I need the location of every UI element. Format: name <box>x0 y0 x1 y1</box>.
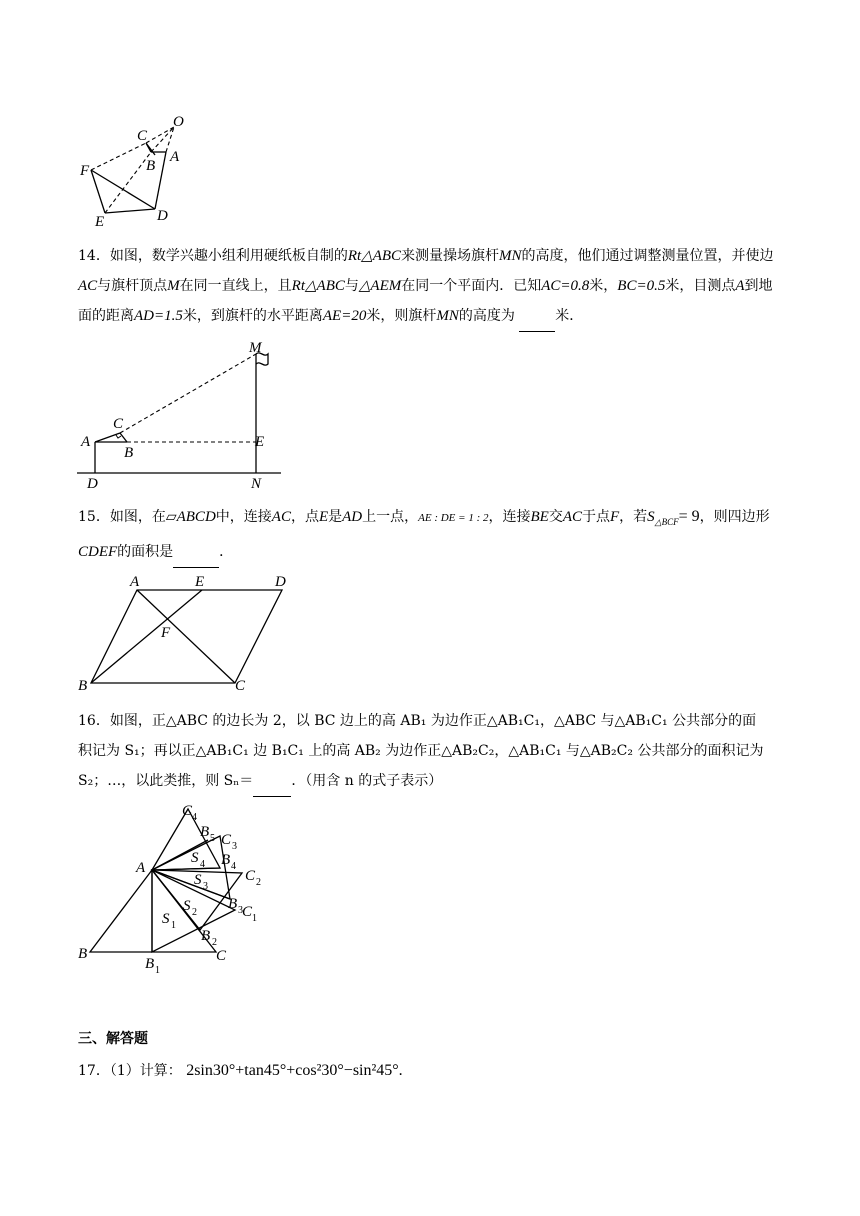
segment-cb <box>120 433 127 442</box>
svg-text:1: 1 <box>155 965 160 976</box>
svg-text:4: 4 <box>200 859 205 870</box>
question-17-text: 17．（1）计算： 2sin30°+tan45°+cos²30°−sin²45°. <box>78 1062 403 1079</box>
label-c3: C <box>221 832 232 848</box>
answer-blank-14[interactable] <box>519 301 555 332</box>
label-c: C <box>235 678 246 694</box>
segment-ed <box>105 209 155 213</box>
label-a: A <box>136 860 146 876</box>
label-b2: B <box>201 928 211 944</box>
label-s4: S <box>191 850 199 866</box>
label-d: D <box>275 574 286 590</box>
q13-figure <box>75 110 195 230</box>
label-a: A <box>170 149 180 165</box>
label-s1: S <box>162 911 170 927</box>
svg-text:2: 2 <box>212 937 217 948</box>
svg-text:3: 3 <box>238 905 243 916</box>
svg-text:1: 1 <box>252 913 257 924</box>
label-f: F <box>161 625 171 641</box>
segment-ac <box>95 433 120 442</box>
label-e: E <box>95 214 105 230</box>
q16-figure <box>70 800 270 980</box>
label-e: E <box>195 574 205 590</box>
svg-text:1: 1 <box>171 920 176 931</box>
svg-text:4: 4 <box>192 812 197 823</box>
label-c: C <box>113 416 124 432</box>
label-b: B <box>146 158 156 174</box>
label-d: D <box>87 476 98 490</box>
label-c: C <box>137 128 148 144</box>
svg-text:4: 4 <box>231 861 236 872</box>
label-e: E <box>255 434 265 450</box>
label-b: B <box>78 678 88 694</box>
label-c2: C <box>245 868 256 884</box>
segment-da <box>155 152 166 209</box>
q14-figure <box>75 340 290 490</box>
label-f: F <box>80 163 90 179</box>
label-b: B <box>124 445 134 461</box>
section-heading: 三、解答题 <box>78 1031 148 1047</box>
label-b4: B <box>221 852 231 868</box>
segment-fe <box>91 170 105 213</box>
q15-figure <box>75 570 305 695</box>
label-s3: S <box>194 872 202 888</box>
svg-text:3: 3 <box>232 841 237 852</box>
svg-text:3: 3 <box>203 881 208 892</box>
answer-blank-15[interactable] <box>173 537 219 568</box>
label-b3: B <box>228 896 238 912</box>
dashed-cm <box>120 354 256 433</box>
dashed-co <box>146 127 174 143</box>
question-16-text: 16．如图，正△ABC 的边长为 2，以 BC 边上的高 AB₁ 为边作正△AB₁C₁，△ABC 与△AB₁C₁ 公共部分的面 积记为 S₁；再以正△AB₁C₁ 边 B₁C₁ 上的高 AB₂ 为边作正△AB₂C₂，△AB₁C₁ 与△AB₂C₂ 公共部分的面积记为 S₂；…，以此类推，则 Sₙ＝ ．（用含 n 的式子表示） <box>78 706 784 797</box>
svg-text:5: 5 <box>210 833 215 844</box>
label-c4: C <box>182 803 193 819</box>
label-o: O <box>173 114 184 130</box>
question-15-text: 15．如图，在▱ABCD中，连接AC，点E是AD上一点，AE : DE = 1 : 2，连接BE交AC于点F，若$S_{\triangle BCF}= 9$，则四边形CDEF的面积是 ． <box>78 502 784 568</box>
svg-text:2: 2 <box>256 877 261 888</box>
label-a: A <box>130 574 140 590</box>
label-b5: B <box>200 824 210 840</box>
label-s2: S <box>183 898 191 914</box>
label-m: M <box>249 340 262 356</box>
svg-text:2: 2 <box>192 907 197 918</box>
expression-17: 2sin30°+tan45°+cos²30°−sin²45°. <box>186 1062 403 1079</box>
label-n: N <box>251 476 262 490</box>
question-14-text: 14．如图，数学兴趣小组利用硬纸板自制的Rt△ABC来测量操场旗杆MN的高度，他们通过调整测量位置，并使边AC与旗杆顶点M在同一直线上，且Rt△ABC与△AEM在同一个平面内．已知AC=0.8米，BC=0.5米，目测点A到地面的距离AD=1.5米，到旗杆的水平距离AE=20米，则旗杆MN的高度为 米． <box>78 241 784 332</box>
label-b1: B <box>145 956 155 972</box>
answer-blank-16[interactable] <box>253 766 291 797</box>
dashed-fc <box>91 143 146 170</box>
segment-cb <box>146 143 151 152</box>
label-b: B <box>78 946 88 962</box>
right-angle-mark <box>116 435 121 438</box>
label-d: D <box>157 208 168 224</box>
label-a: A <box>81 434 91 450</box>
label-c1: C <box>242 904 253 920</box>
label-c: C <box>216 948 227 964</box>
